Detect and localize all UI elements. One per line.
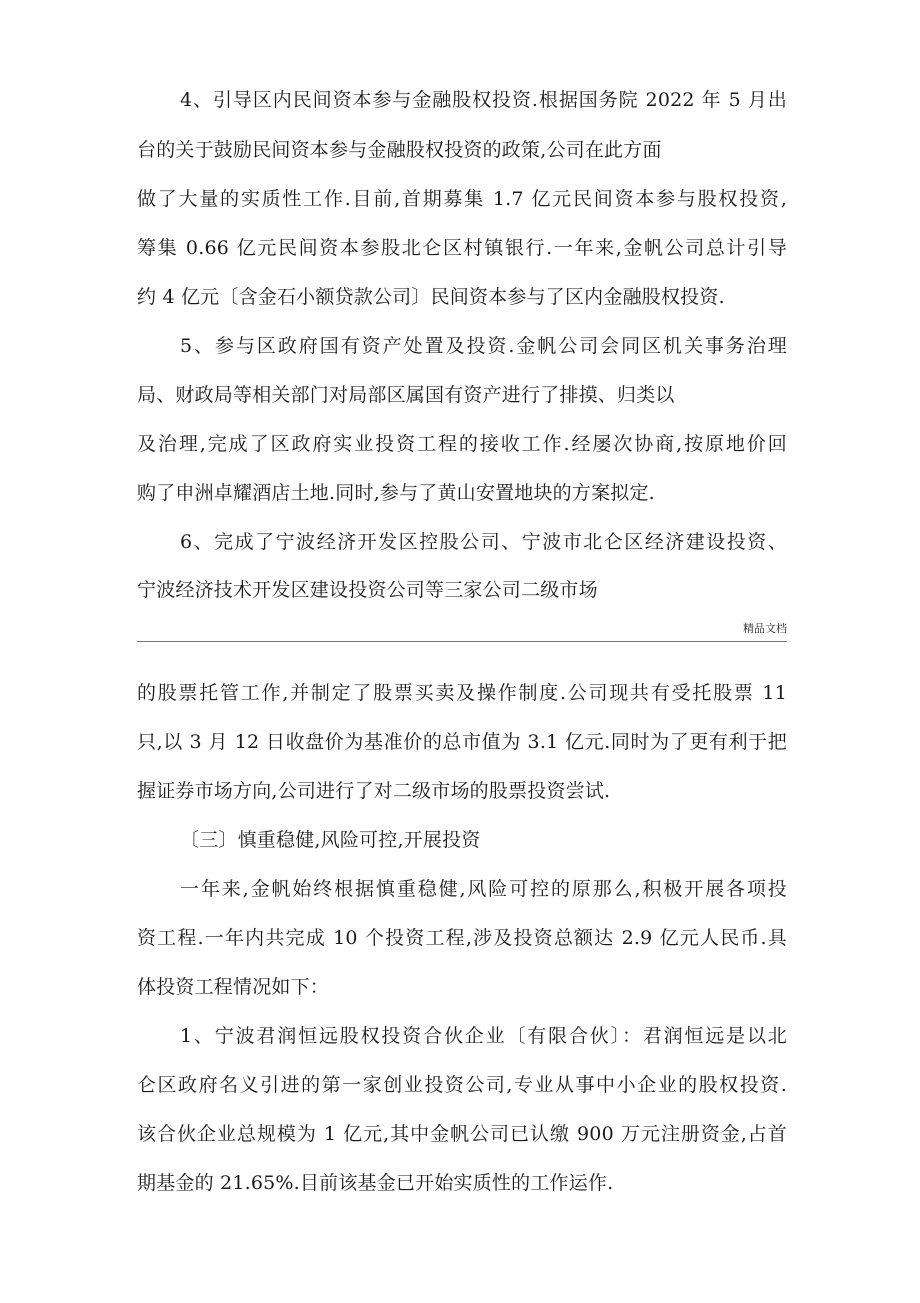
paragraph-5-line-2: 局、财政局等相关部门对局部区属国有资产进行了排摸、归类以 — [137, 384, 675, 406]
paragraph-intro-line-2: 资工程.一年内共完成 10 个投资工程,涉及投资总额达 2.9 亿元人民币.具 — [137, 927, 787, 949]
paragraph-6-cont-line-3: 握证券市场方向,公司进行了对二级市场的股票投资尝试. — [137, 780, 611, 802]
paragraph-intro-line-1: 一年来,金帆始终根据慎重稳健,风险可控的原那么,积极开展各项投 — [180, 878, 787, 900]
paragraph-5-line-4: 购了申洲卓耀酒店土地.同时,参与了黄山安置地块的方案拟定. — [137, 482, 655, 504]
page-footer-label: 精品文档 — [743, 622, 787, 635]
paragraph-item-1-line-4: 期基金的 21.65%.目前该基金已开始实质性的工作运作. — [137, 1172, 614, 1194]
section-heading-3: 〔三〕慎重稳健,风险可控,开展投资 — [180, 829, 481, 851]
paragraph-5-line-1: 5、参与区政府国有资产处置及投资.金帆公司会同区机关事务治理 — [180, 335, 787, 357]
paragraph-4-line-4: 筹集 0.66 亿元民间资本参股北仑区村镇银行.一年来,金帆公司总计引导 — [137, 237, 787, 259]
paragraph-intro-line-3: 体投资工程情况如下： — [137, 976, 330, 998]
paragraph-4-line-5: 约 4 亿元〔含金石小额贷款公司〕民间资本参与了区内金融股权投资. — [137, 286, 725, 308]
paragraph-6-line-1: 6、完成了宁波经济开发区控股公司、宁波市北仑区经济建设投资、 — [180, 531, 787, 553]
paragraph-4-line-2: 台的关于鼓励民间资本参与金融股权投资的政策,公司在此方面 — [137, 139, 662, 161]
paragraph-4-line-1: 4、引导区内民间资本参与金融股权投资.根据国务院 2022 年 5 月出 — [180, 89, 787, 111]
paragraph-6-cont-line-1: 的股票托管工作,并制定了股票买卖及操作制度.公司现共有受托股票 11 — [137, 682, 787, 704]
paragraph-5-line-3: 及治理,完成了区政府实业投资工程的接收工作.经屡次协商,按原地价回 — [137, 433, 787, 455]
paragraph-6-line-2: 宁波经济技术开发区建设投资公司等三家公司二级市场 — [137, 579, 598, 601]
paragraph-item-1-line-2: 仑区政府名义引进的第一家创业投资公司,专业从事中小企业的股权投资. — [137, 1074, 787, 1096]
page-divider — [137, 641, 787, 642]
paragraph-6-cont-line-2: 只,以 3 月 12 日收盘价为基准价的总市值为 3.1 亿元.同时为了更有利于把 — [137, 731, 787, 753]
paragraph-item-1-line-1: 1、宁波君润恒远股权投资合伙企业〔有限合伙〕：君润恒远是以北 — [180, 1025, 787, 1047]
paragraph-item-1-line-3: 该合伙企业总规模为 1 亿元,其中金帆公司已认缴 900 万元注册资金,占首 — [137, 1123, 787, 1145]
paragraph-4-line-3: 做了大量的实质性工作.目前,首期募集 1.7 亿元民间资本参与股权投资, — [137, 188, 787, 210]
